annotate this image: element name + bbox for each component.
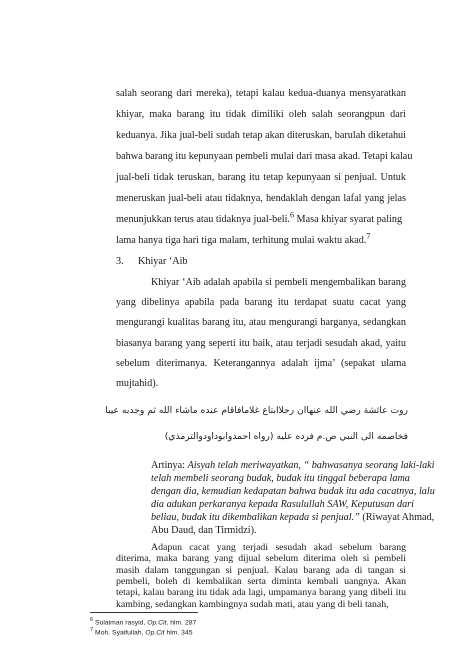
translation-line	[151, 498, 414, 511]
translation-text: beliau, budak itu dikembalikan kepada si penjual.”	[151, 512, 360, 523]
footnote-7	[90, 626, 193, 637]
para2-line: mujtahid).	[116, 378, 159, 389]
para1-line-text: menunjukkan terus atau tidaknya jual-beli.	[116, 214, 290, 225]
para2-line: sebelum diterimanya. Keterangannya adalah ijma’ (sepakat ulama	[116, 358, 406, 369]
arabic-text-line: روت عائشة رضي الله عنهاان رجلاابتاع غلامافاقام عنده ماشاء الله ثم وجدبه عيبا	[105, 405, 408, 416]
footnote-separator	[90, 612, 198, 613]
translation-line	[151, 511, 434, 524]
translation-line	[151, 459, 435, 472]
translation-line	[151, 485, 435, 498]
para3-line: tetapi, kalau barang itu tidak ada lagi, umpamanya barang yang dibeli itu	[116, 587, 406, 599]
footnote-text: Sulaiman rasyid,	[95, 619, 148, 627]
para1-line: salah seorang dari mereka), tetapi kalau kedua-duanya mensyaratkan	[116, 88, 406, 99]
para3-line: kambing, sedangkan kambingnya sudah mati, atau yang di beli tanah,	[116, 598, 389, 610]
para1-line: jual-beli tidak teruskan, barang itu tetap kepunyaan si penjual. Untuk	[116, 172, 406, 183]
translation-label: Artinya:	[151, 460, 185, 471]
footnote-ref-7: 7	[366, 231, 371, 241]
para1-line-with-footnote	[116, 231, 371, 247]
footnote-italic: Op.Cit	[145, 629, 165, 637]
para3-line: diterima, maka barang yang dijual sebelum diterima oleh si pembeli	[116, 553, 406, 565]
translation-text: telah membeli seorang budak, budak itu tinggal beberapa lama	[151, 473, 410, 484]
section-title: Khiyar ‘Aib	[138, 256, 188, 267]
para2-line: mengurangi kualitas barang itu, atau mengurangi harganya, sedangkan	[116, 317, 406, 328]
para1-line-text: Masa khiyar syarat paling	[296, 214, 403, 225]
translation-text: Aisyah telah meriwayatkan, “ bahwasanya seorang laki-laki	[187, 460, 435, 471]
para3-line: masih dalam tanggungan si penjual. Kalau barang ada di tangan si	[116, 564, 406, 576]
section-number: 3.	[116, 256, 124, 267]
footnote-italic: Op.Cit,	[147, 619, 169, 627]
para2-line: yang dibelinya apabila pada barang itu terdapat suatu cacat yang	[116, 297, 406, 308]
para3-line: Adapun cacat yang terjadi sesudah akad sebelum barang	[151, 542, 406, 553]
para1-line: meneruskan jual-beli atau tidaknya, hendaklah dengan lafal yang jelas	[116, 193, 406, 204]
footnote-ref-6: 6	[289, 210, 294, 220]
translation-source: Abu Daud, dan Tirmidzi).	[151, 525, 257, 536]
translation-source: (Riwayat Ahmad,	[362, 512, 435, 523]
para3-line: pembeli, boleh di kembalikan serta diminta kembali uangnya. Akan	[116, 575, 406, 587]
translation-line	[151, 472, 410, 485]
footnote-number: 7	[90, 627, 94, 633]
footnote-number: 6	[90, 617, 94, 623]
footnote-rest: hlm. 345	[164, 629, 193, 637]
para2-line: biasanya barang yang seperti itu baik, atau terjadi sesudah akad, yaitu	[116, 338, 406, 349]
para1-line: keduanya. Jika jual-beli sudah tetap akan diteruskan, barulah diketahui	[116, 130, 406, 141]
para1-line: bahwa barang itu kepunyaan pembeli mulai dari masa akad. Tetapi kalau	[116, 151, 413, 162]
translation-text: dia adukan perkaranya kepada Rasulullah SAW, Keputusan dari	[151, 499, 414, 510]
arabic-text-line: فخاصمه الى النبي ص.م فرده عليه (رواه احمدوابوداودوالترمذي)	[164, 431, 408, 442]
para2-line: Khiyar ‘Aib adalah apabila si pembeli mengembalikan barang	[151, 277, 406, 288]
para1-line-with-footnote	[116, 210, 406, 226]
footnote-text: Moh. Syaifullah,	[95, 629, 146, 637]
para1-line-text: lama hanya tiga hari tiga malam, terhitung mulai waktu akad.	[116, 235, 367, 246]
para1-line: khiyar, maka barang itu tidak dimiliki oleh salah seorangpun dari	[116, 109, 406, 120]
footnote-rest: hlm. 287	[168, 619, 197, 627]
translation-text: dengan dia, kemudian kedapatan bahwa budak itu ada cacatnya, lalu	[151, 486, 435, 497]
